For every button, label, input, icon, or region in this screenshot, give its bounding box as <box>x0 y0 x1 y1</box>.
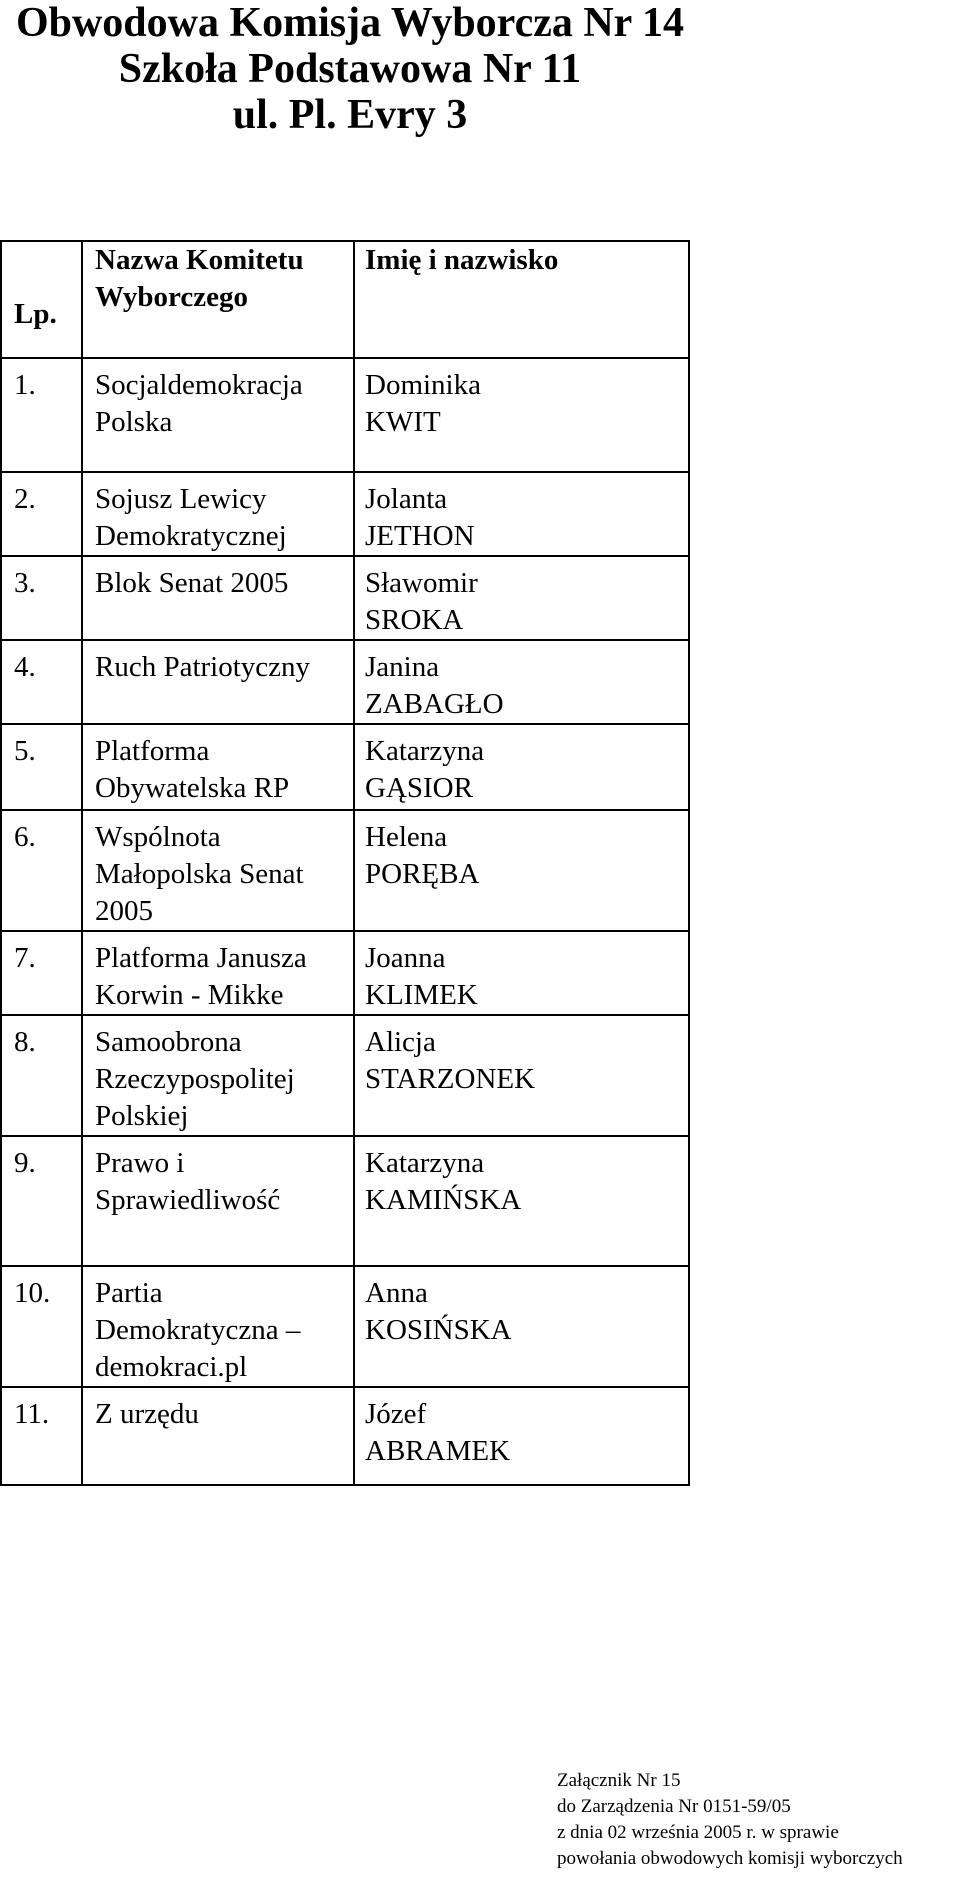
committee-name-line: Platforma Janusza <box>95 942 307 974</box>
member-last-name: KAMIŃSKA <box>365 1184 522 1216</box>
member-first-name: Anna <box>365 1277 428 1309</box>
committee-name-line: Sprawiedliwość <box>95 1184 281 1216</box>
table-row <box>1 931 689 1015</box>
member-first-name: Alicja <box>365 1026 436 1058</box>
committee-name <box>82 640 354 724</box>
document-header <box>0 0 700 138</box>
row-number: 9. <box>1 1136 82 1266</box>
attachment-note <box>557 1768 903 1872</box>
committee-name-line: Prawo i <box>95 1147 185 1179</box>
row-number: 3. <box>1 556 82 640</box>
member-last-name: SROKA <box>365 604 464 636</box>
header-person <box>354 241 689 358</box>
committee-name-line: Sojusz Lewicy <box>95 483 267 515</box>
committee-name <box>82 1266 354 1387</box>
member-last-name: KWIT <box>365 406 441 438</box>
member-last-name: KOSIŃSKA <box>365 1314 512 1346</box>
header-address: ul. Pl. Evry 3 <box>232 92 468 138</box>
table-row <box>1 556 689 640</box>
commission-members-table <box>0 240 690 1486</box>
member-name <box>354 358 689 472</box>
row-number: 4. <box>1 640 82 724</box>
member-first-name: Jolanta <box>365 483 448 515</box>
committee-name <box>82 1387 354 1485</box>
table-row <box>1 472 689 556</box>
committee-name <box>82 724 354 810</box>
member-name <box>354 556 689 640</box>
row-number: 11. <box>1 1387 82 1485</box>
attachment-line2: do Zarządzenia Nr 0151-59/05 <box>557 1796 791 1817</box>
committee-name-line: Ruch Patriotyczny <box>95 651 311 683</box>
header-lp <box>1 241 82 358</box>
header-school: Szkoła Podstawowa Nr 11 <box>118 46 582 92</box>
row-number: 1. <box>1 358 82 472</box>
row-number: 10. <box>1 1266 82 1387</box>
row-number: 5. <box>1 724 82 810</box>
committee-name-line: demokraci.pl <box>95 1351 248 1383</box>
committee-name-line: 2005 <box>95 895 153 927</box>
member-name <box>354 931 689 1015</box>
header-committee-line2: Wyborczego <box>95 281 249 313</box>
table-row <box>1 1387 689 1485</box>
member-name <box>354 640 689 724</box>
member-name <box>354 810 689 931</box>
committee-name <box>82 810 354 931</box>
table-body <box>1 358 689 1485</box>
member-first-name: Helena <box>365 821 448 853</box>
member-name <box>354 1015 689 1136</box>
committee-name <box>82 556 354 640</box>
committee-name-line: Samoobrona <box>95 1026 242 1058</box>
member-first-name: Joanna <box>365 942 446 974</box>
member-first-name: Józef <box>365 1398 427 1430</box>
table-row <box>1 1266 689 1387</box>
member-name <box>354 1136 689 1266</box>
table-row <box>1 724 689 810</box>
committee-name-line: Demokratyczna – <box>95 1314 301 1346</box>
committee-name <box>82 358 354 472</box>
table-header-row <box>1 241 689 358</box>
committee-name-line: Platforma <box>95 735 210 767</box>
attachment-line1: Załącznik Nr 15 <box>557 1770 681 1791</box>
member-name <box>354 472 689 556</box>
row-number: 8. <box>1 1015 82 1136</box>
attachment-line4: powołania obwodowych komisji wyborczych <box>557 1848 903 1869</box>
committee-name-line: Polska <box>95 406 173 438</box>
committee-name-line: Blok Senat 2005 <box>95 567 289 599</box>
member-last-name: ABRAMEK <box>365 1435 511 1467</box>
header-person-label: Imię i nazwisko <box>365 244 559 276</box>
attachment-line3: z dnia 02 września 2005 r. w sprawie <box>557 1822 839 1843</box>
member-last-name: PORĘBA <box>365 858 480 890</box>
member-name <box>354 724 689 810</box>
member-name <box>354 1387 689 1485</box>
member-last-name: GĄSIOR <box>365 772 473 804</box>
member-last-name: JETHON <box>365 520 475 552</box>
committee-name-line: Obywatelska RP <box>95 772 290 804</box>
header-committee <box>82 241 354 358</box>
committee-name-line: Demokratycznej <box>95 520 287 552</box>
member-last-name: ZABAGŁO <box>365 688 504 720</box>
member-last-name: KLIMEK <box>365 979 478 1011</box>
table-row <box>1 810 689 931</box>
committee-name-line: Polskiej <box>95 1100 189 1132</box>
row-number: 7. <box>1 931 82 1015</box>
member-first-name: Katarzyna <box>365 735 485 767</box>
member-first-name: Sławomir <box>365 567 478 599</box>
member-first-name: Katarzyna <box>365 1147 485 1179</box>
row-number: 2. <box>1 472 82 556</box>
row-number: 6. <box>1 810 82 931</box>
committee-name-line: Wspólnota <box>95 821 221 853</box>
table-row <box>1 358 689 472</box>
committee-name-line: Rzeczypospolitej <box>95 1063 295 1095</box>
committee-name-line: Partia <box>95 1277 163 1309</box>
committee-name <box>82 931 354 1015</box>
committee-name <box>82 1015 354 1136</box>
member-first-name: Dominika <box>365 369 481 401</box>
committee-name <box>82 1136 354 1266</box>
table-row <box>1 1136 689 1266</box>
committee-name-line: Korwin - Mikke <box>95 979 284 1011</box>
header-lp-label: Lp. <box>14 298 57 330</box>
committee-name-line: Małopolska Senat <box>95 858 304 890</box>
member-first-name: Janina <box>365 651 440 683</box>
committee-name <box>82 472 354 556</box>
table-row <box>1 640 689 724</box>
committee-name-line: Socjaldemokracja <box>95 369 303 401</box>
committee-name-line: Z urzędu <box>95 1398 199 1430</box>
member-last-name: STARZONEK <box>365 1063 536 1095</box>
header-commission: Obwodowa Komisja Wyborcza Nr 14 <box>15 0 685 46</box>
member-name <box>354 1266 689 1387</box>
header-committee-line1: Nazwa Komitetu <box>95 244 304 276</box>
table-row <box>1 1015 689 1136</box>
